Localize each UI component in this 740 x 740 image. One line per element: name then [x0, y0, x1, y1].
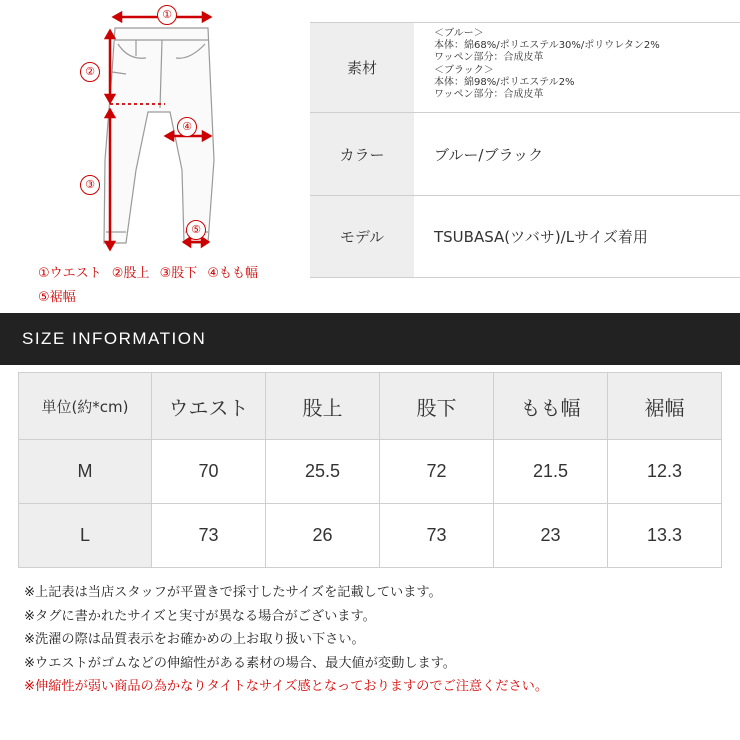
spec-material-details: ＜ブルー＞ 本体：綿68%/ポリエステル30%/ポリウレタン2% ワッペン部分：合成皮革 ＜ブラック＞ 本体：綿98%/ポリエステル2% ワッペン部分：合成皮革	[434, 28, 660, 101]
marker-2: ②	[80, 62, 100, 82]
header-waist: ウエスト	[152, 373, 266, 440]
legend-line-2	[38, 286, 82, 305]
legend-line-1	[38, 262, 264, 281]
thigh-value: 21.5	[494, 440, 608, 504]
spec-label-model: モデル	[310, 196, 414, 277]
legend-inseam: ③股下	[159, 266, 198, 281]
spec-row-color	[310, 113, 740, 196]
legend-thigh: ④もも幅	[207, 266, 259, 281]
table-row	[19, 440, 722, 504]
hem-value: 12.3	[608, 440, 722, 504]
header-hem: 裾幅	[608, 373, 722, 440]
header-rise: 股上	[266, 373, 380, 440]
size-table	[18, 372, 722, 568]
spec-row-model	[310, 196, 740, 278]
thigh-value: 23	[494, 504, 608, 568]
legend-waist: ①ウエスト	[38, 266, 102, 281]
inseam-value: 72	[380, 440, 494, 504]
measurement-diagram	[0, 0, 300, 310]
note-washing: ※洗濯の際は品質表示をお確かめの上お取り扱い下さい。	[24, 632, 365, 647]
marker-1: ①	[157, 5, 177, 25]
inseam-value: 73	[380, 504, 494, 568]
waist-value: 70	[152, 440, 266, 504]
waist-value: 73	[152, 504, 266, 568]
header-unit: 単位(約*cm)	[19, 373, 152, 440]
spec-table	[310, 22, 740, 278]
note-elastic: ※ウエストがゴムなどの伸縮性がある素材の場合、最大値が変動します。	[24, 655, 456, 671]
note-tag-size: ※タグに書かれたサイズと実寸が異なる場合がございます。	[24, 608, 376, 624]
size-table-header-row	[19, 373, 722, 440]
spec-row-material	[310, 22, 740, 113]
header-inseam: 股下	[380, 373, 494, 440]
legend-rise: ②股上	[111, 266, 150, 281]
rise-value: 25.5	[266, 440, 380, 504]
note-measurement: ※上記表は当店スタッフが平置きで採寸したサイズを記載しています。	[24, 585, 442, 600]
spec-label-color: カラー	[310, 113, 414, 195]
legend-hem: ⑤裾幅	[38, 290, 76, 305]
marker-5: ⑤	[186, 220, 206, 240]
size-label: M	[19, 440, 152, 504]
marker-4: ④	[177, 117, 197, 137]
spec-value-color: ブルー/ブラック	[434, 145, 544, 164]
size-information-title: SIZE INFORMATION	[22, 329, 207, 348]
size-information-header	[0, 313, 740, 365]
header-thigh: もも幅	[494, 373, 608, 440]
size-label: L	[19, 504, 152, 568]
marker-3: ③	[80, 175, 100, 195]
hem-value: 13.3	[608, 504, 722, 568]
note-warning: ※伸縮性が弱い商品の為かなりタイトなサイズ感となっておりますのでご注意ください。	[24, 679, 549, 694]
notes	[24, 581, 734, 699]
spec-value-model: TSUBASA(ツバサ)/Lサイズ着用	[434, 228, 648, 246]
rise-value: 26	[266, 504, 380, 568]
table-row	[19, 504, 722, 568]
spec-label-material: 素材	[310, 22, 414, 112]
